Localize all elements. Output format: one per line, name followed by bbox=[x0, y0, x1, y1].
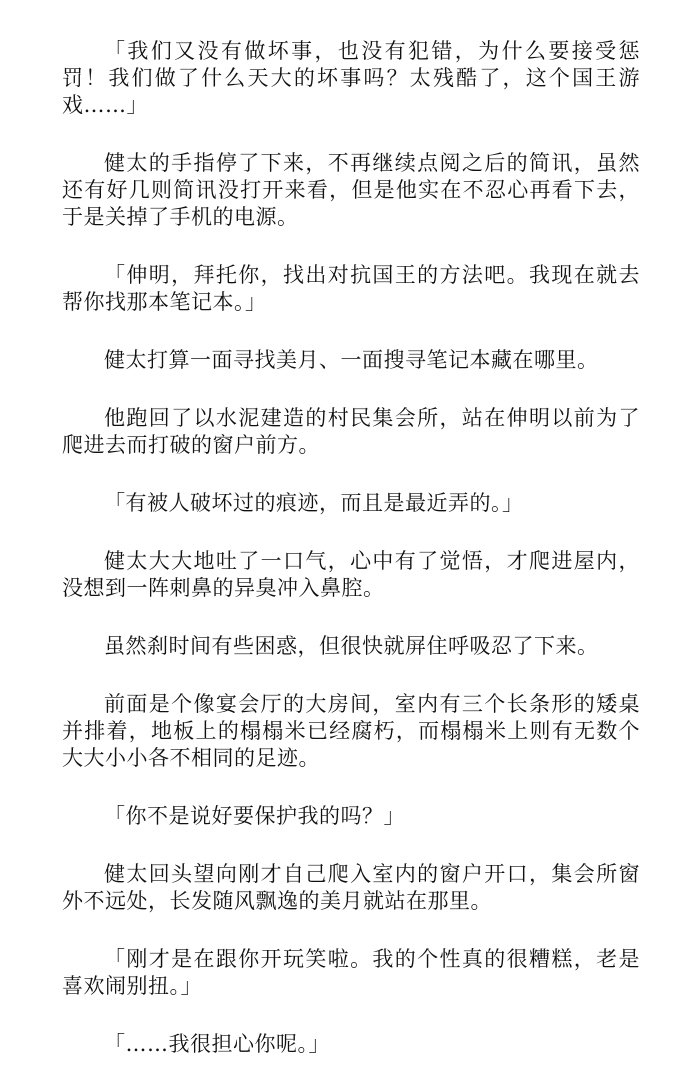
paragraph: 虽然刹时间有些困惑，但很快就屏住呼吸忍了下来。 bbox=[104, 634, 599, 658]
paragraph: 「……我很担心你呢。」 bbox=[104, 1032, 330, 1056]
paragraph: 「有被人破坏过的痕迹，而且是最近弄的。」 bbox=[104, 491, 524, 515]
paragraph: 「刚才是在跟你开玩笑啦。我的个性真的很糟糕，老是喜欢闹别扭。」 bbox=[62, 947, 640, 998]
paragraph: 「伸明，拜托你，找出对抗国王的方法吧。我现在就去帮你找那本笔记本。」 bbox=[62, 263, 640, 314]
paragraph: 健太打算一面寻找美月、一面搜寻笔记本藏在哪里。 bbox=[104, 348, 599, 372]
paragraph: 他跑回了以水泥建造的村民集会所，站在伸明以前为了爬进去而打破的窗户前方。 bbox=[62, 406, 640, 457]
paragraph: 健太大大地吐了一口气，心中有了觉悟，才爬进屋内，没想到一阵刺鼻的异臭冲入鼻腔。 bbox=[62, 549, 640, 600]
paragraph: 「我们又没有做坏事，也没有犯错，为什么要接受惩罚！我们做了什么天大的坏事吗？太残酷了，这个国王游戏……」 bbox=[62, 39, 640, 117]
document-page bbox=[62, 38, 640, 1089]
paragraph: 健太回头望向刚才自己爬入室内的窗户开口，集会所窗外不远处，长发随风飘逸的美月就站在那里。 bbox=[62, 862, 640, 913]
paragraph: 前面是个像宴会厅的大房间，室内有三个长条形的矮桌并排着，地板上的榻榻米已经腐朽，而榻榻米上则有无数个大大小小各不相同的足迹。 bbox=[62, 692, 640, 770]
paragraph: 健太的手指停了下来，不再继续点阅之后的简讯，虽然还有好几则简讯没打开来看，但是他实在不忍心再看下去，于是关掉了手机的电源。 bbox=[62, 151, 640, 229]
paragraph: 「你不是说好要保护我的吗？」 bbox=[104, 804, 405, 828]
